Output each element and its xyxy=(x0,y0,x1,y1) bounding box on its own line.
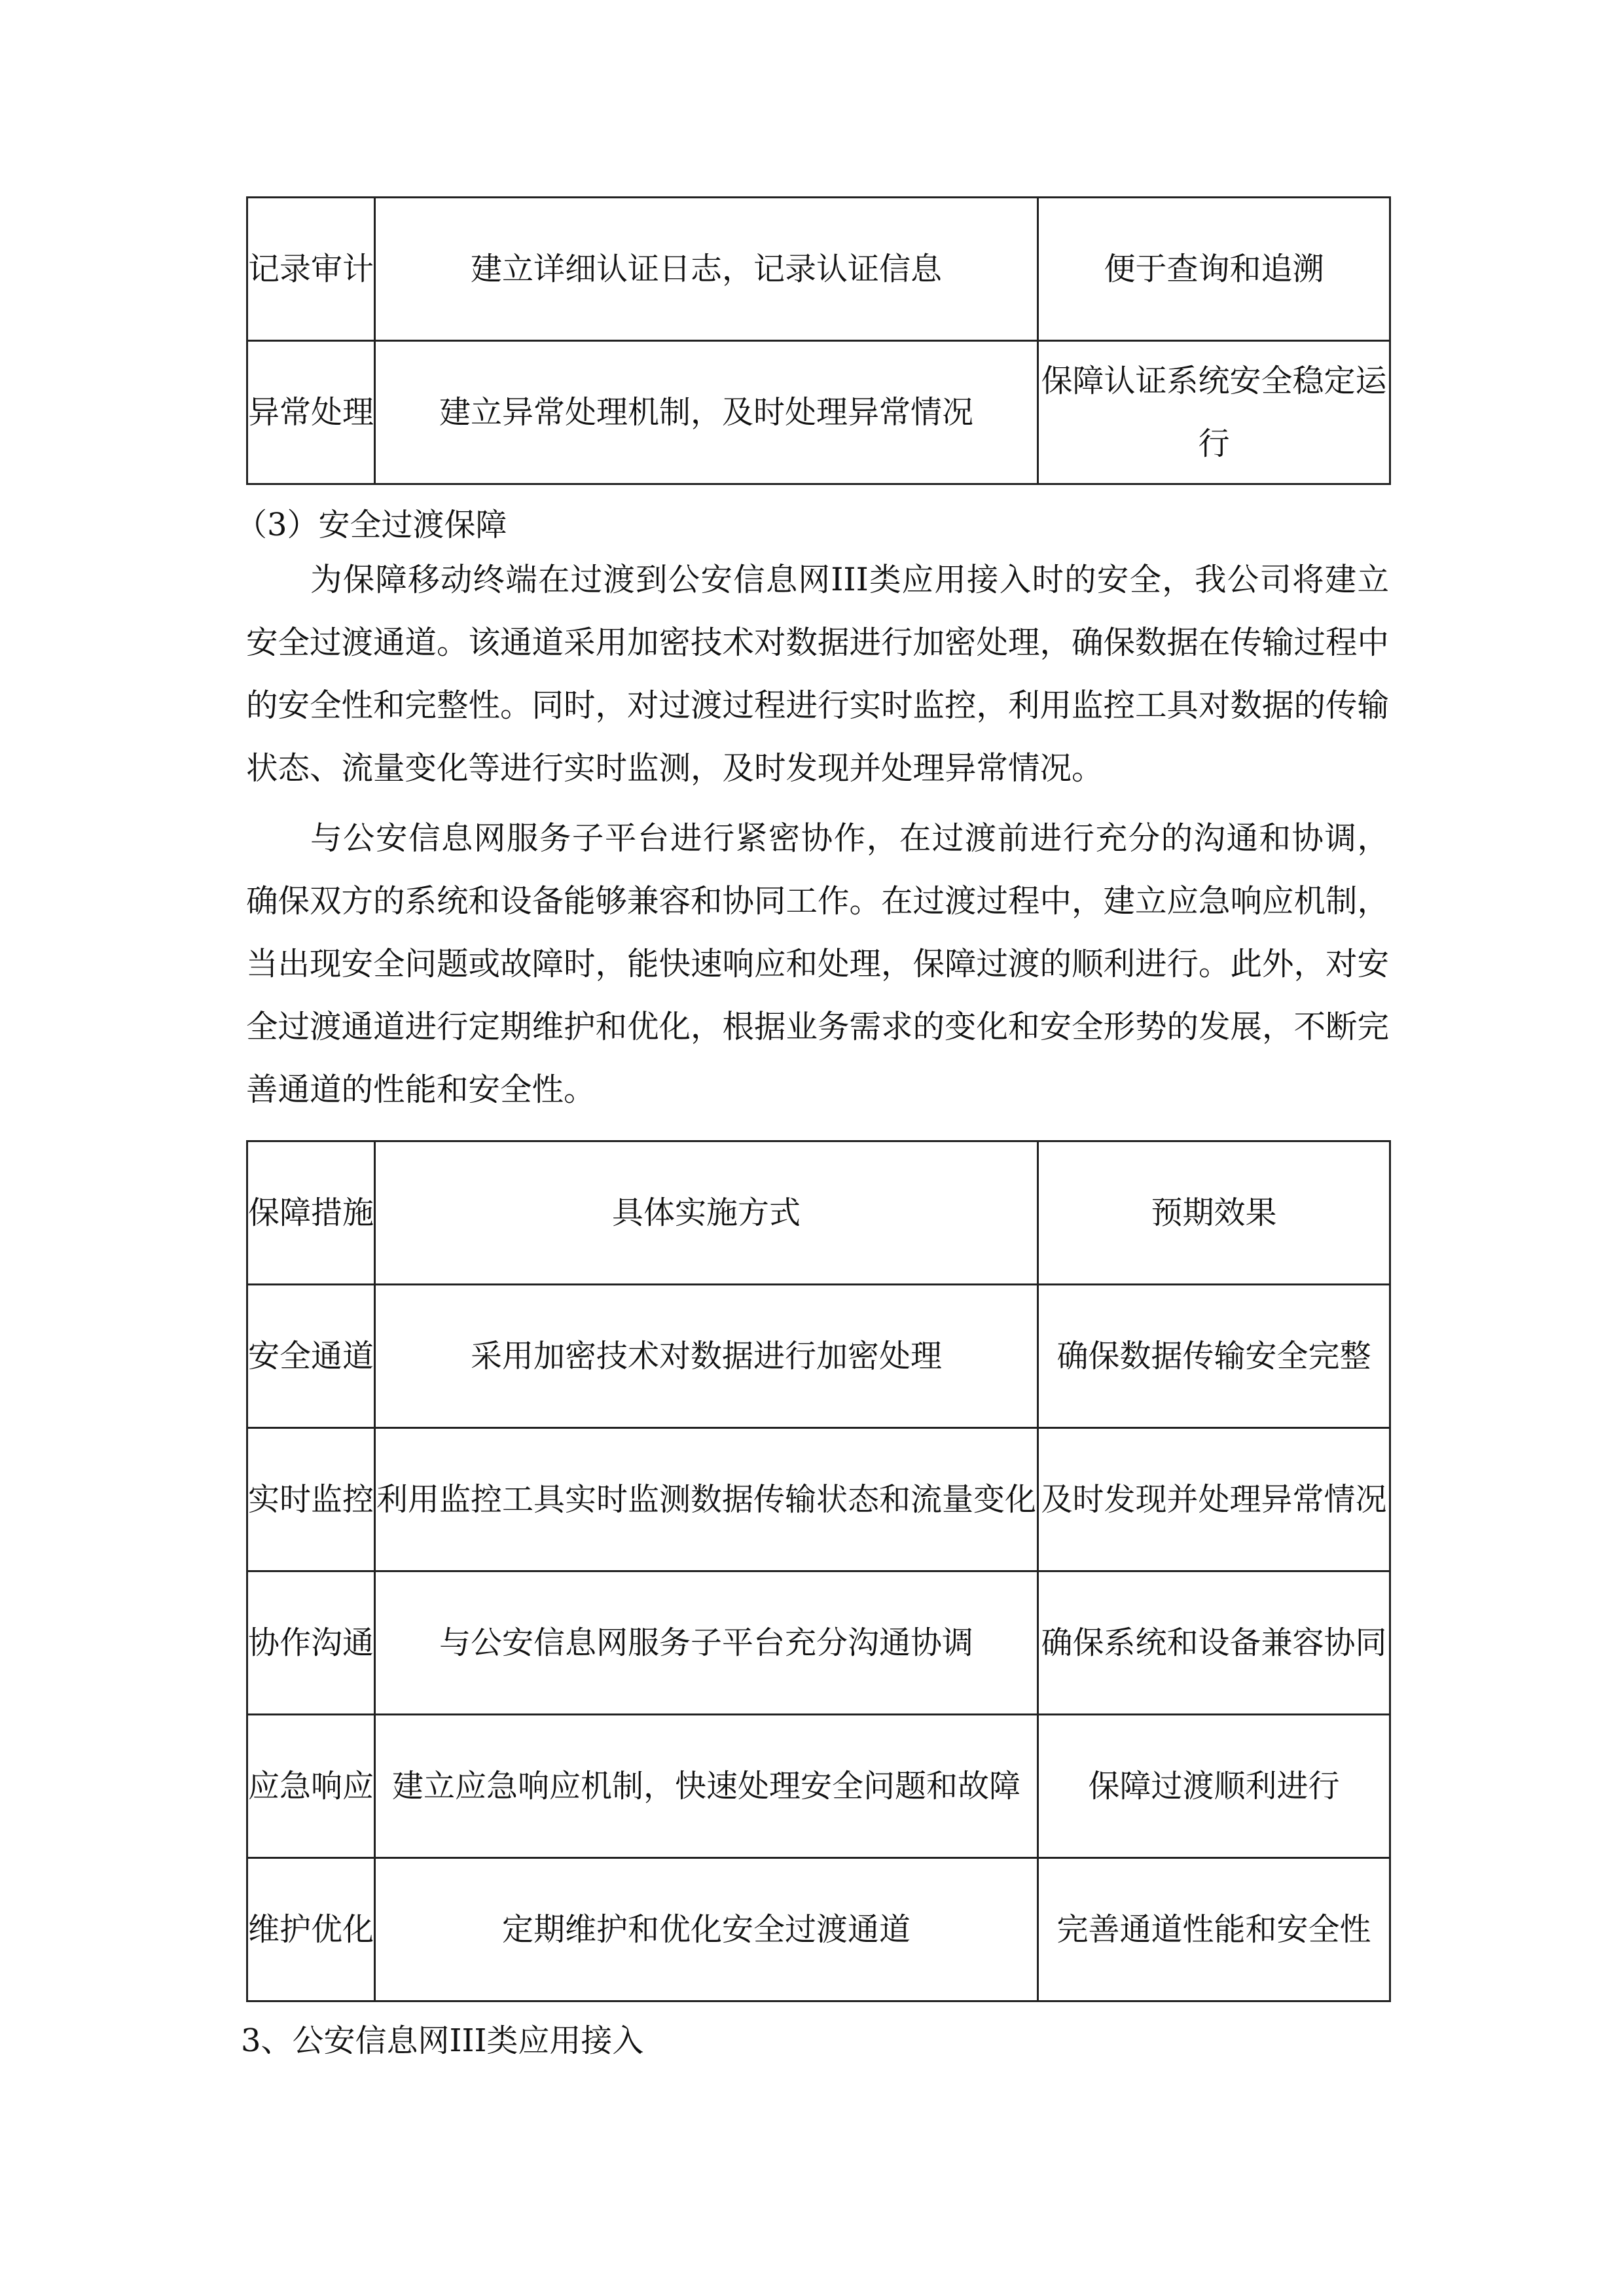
header-method: 具体实施方式 xyxy=(375,1141,1038,1285)
table-row xyxy=(247,341,1390,484)
measure-cell: 异常处理 xyxy=(247,341,375,484)
method-cell: 利用监控工具实时监测数据传输状态和流量变化 xyxy=(375,1428,1038,1571)
table-row xyxy=(247,1428,1390,1571)
measure-cell: 实时监控 xyxy=(247,1428,375,1571)
method-cell: 采用加密技术对数据进行加密处理 xyxy=(375,1285,1038,1428)
measure-cell: 维护优化 xyxy=(247,1858,375,2001)
method-cell: 建立详细认证日志，记录认证信息 xyxy=(375,198,1038,341)
safeguard-table xyxy=(246,1140,1391,2002)
method-cell: 建立应急响应机制，快速处理安全问题和故障 xyxy=(375,1715,1038,1858)
body-paragraph: 与公安信息网服务子平台进行紧密协作，在过渡前进行充分的沟通和协调，确保双方的系统和设备能够兼容和协同工作。在过渡过程中，建立应急响应机制，当出现安全问题或故障时，能快速响应和处理，保障过渡的顺利进行。此外，对安全过渡通道进行定期维护和优化，根据业务需求的变化和安全形势的发展，不断完善通道的性能和安全性。 xyxy=(246,820,1390,1108)
effect-cell: 便于查询和追溯 xyxy=(1038,198,1390,341)
header-measure: 保障措施 xyxy=(247,1141,375,1285)
table-row xyxy=(247,1715,1390,1858)
effect-cell: 保障认证系统安全稳定运行 xyxy=(1038,341,1390,484)
body-paragraph: 为保障移动终端在过渡到公安信息网III类应用接入时的安全，我公司将建立安全过渡通道。该通道采用加密技术对数据进行加密处理，确保数据在传输过程中的安全性和完整性。同时，对过渡过程进行实时监控，利用监控工具对数据的传输状态、流量变化等进行实时监测，及时发现并处理异常情况。 xyxy=(246,562,1390,787)
effect-cell: 保障过渡顺利进行 xyxy=(1038,1715,1390,1858)
audit-table xyxy=(246,196,1391,485)
table-row xyxy=(247,1571,1390,1715)
table-row xyxy=(247,198,1390,341)
method-cell: 定期维护和优化安全过渡通道 xyxy=(375,1858,1038,2001)
effect-cell: 完善通道性能和安全性 xyxy=(1038,1858,1390,2001)
measure-cell: 应急响应 xyxy=(247,1715,375,1858)
method-cell: 与公安信息网服务子平台充分沟通协调 xyxy=(375,1571,1038,1715)
header-effect: 预期效果 xyxy=(1038,1141,1390,1285)
next-section-heading: 3、公安信息网III类应用接入 xyxy=(241,2022,644,2059)
table-header-row xyxy=(247,1141,1390,1285)
section-heading: （3）安全过渡保障 xyxy=(236,507,507,543)
effect-cell: 确保系统和设备兼容协同 xyxy=(1038,1571,1390,1715)
table-row xyxy=(247,1285,1390,1428)
measure-cell: 安全通道 xyxy=(247,1285,375,1428)
effect-cell: 及时发现并处理异常情况 xyxy=(1038,1428,1390,1571)
table-row xyxy=(247,1858,1390,2001)
method-cell: 建立异常处理机制，及时处理异常情况 xyxy=(375,341,1038,484)
measure-cell: 协作沟通 xyxy=(247,1571,375,1715)
measure-cell: 记录审计 xyxy=(247,198,375,341)
effect-cell: 确保数据传输安全完整 xyxy=(1038,1285,1390,1428)
